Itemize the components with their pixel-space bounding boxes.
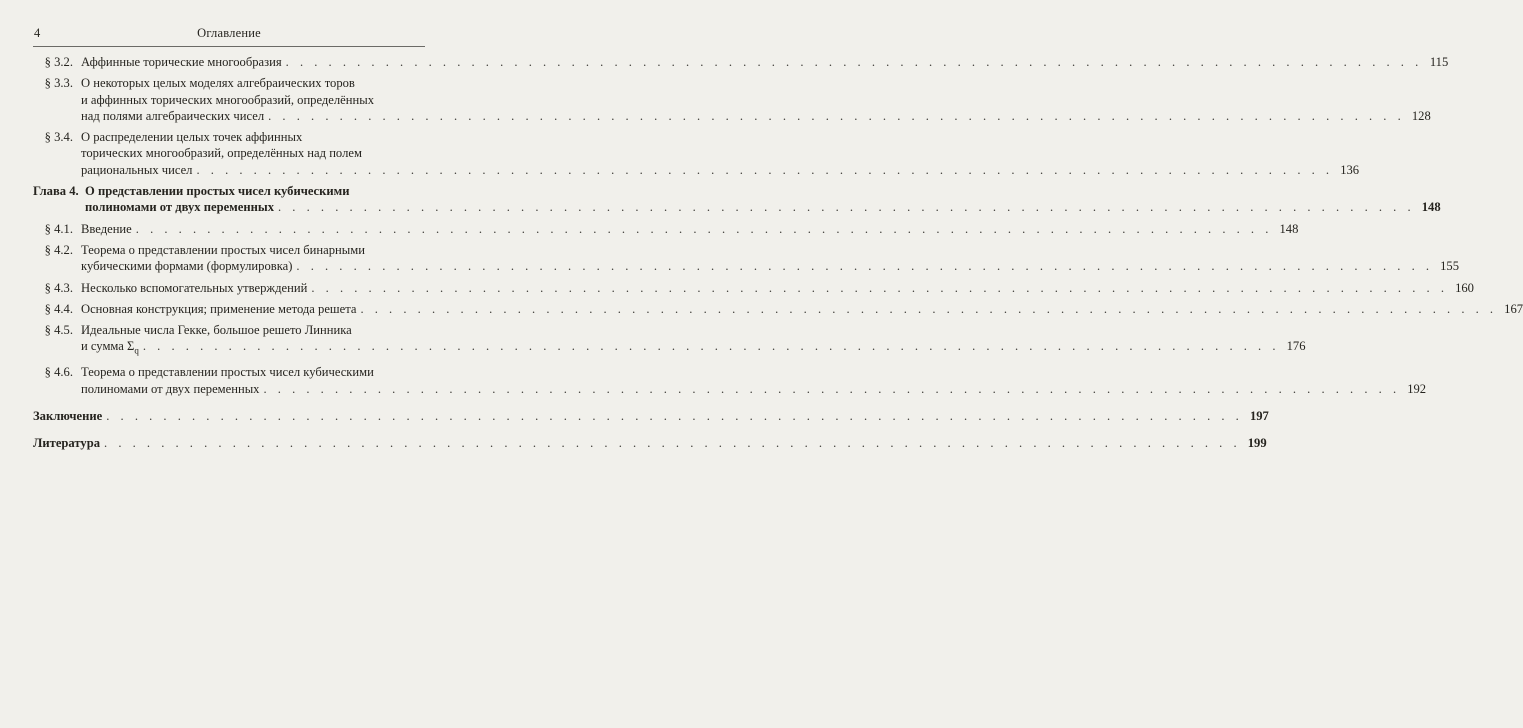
toc-entry-title: Введение: [81, 221, 132, 236]
page-number: 4: [34, 26, 41, 40]
toc-entry-title: полиномами от двух переменных: [81, 381, 260, 396]
toc-entry-page: 148: [1421, 200, 1441, 215]
toc-entry-number: § 3.4.: [44, 130, 73, 145]
dot-leader: . . . . . . . . . . . . . . . . . . . . . . . . . . . . . . . . . . . . . . . . . . . . . . . . . . . . . . . . . . . . . . . . . . . . . . . . . . . . . . . .: [278, 200, 1415, 215]
toc-entry-page: 155: [1440, 259, 1460, 274]
toc-entry-title-line: О распределении целых точек аффинных: [81, 130, 303, 145]
dot-leader: . . . . . . . . . . . . . . . . . . . . . . . . . . . . . . . . . . . . . . . . . . . . . . . . . . . . . . . . . . . . . . . . . . . . . . . . . . . . . . . .: [135, 221, 1273, 236]
toc-entry[interactable]: [33, 183, 1441, 216]
toc-entry[interactable]: [33, 129, 1360, 178]
toc-entry[interactable]: [33, 364, 1427, 397]
toc-entry-page: 160: [1455, 280, 1474, 295]
toc-entry-title: Несколько вспомогательных утверждений: [81, 280, 308, 295]
toc-entry-title: Заключение: [33, 408, 103, 423]
toc-entry-title: Литература: [33, 436, 101, 451]
toc-entry-number: § 4.3.: [44, 280, 73, 295]
running-title: Оглавление: [197, 26, 261, 40]
toc-entry-title: полиномами от двух переменных: [85, 200, 274, 215]
toc-entry-title-line: О некоторых целых моделях алгебраических торов: [81, 76, 355, 91]
dot-leader: . . . . . . . . . . . . . . . . . . . . . . . . . . . . . . . . . . . . . . . . . . . . . . . . . . . . . . . . . . . . . . . . . . . . . . . . . . . . . . . .: [360, 301, 1498, 316]
toc-entry-number: § 4.4.: [44, 301, 73, 316]
toc-entry-title-line: О представлении простых чисел кубическими: [85, 184, 350, 199]
toc-entry-title: кубическими формами (формулировка): [81, 259, 293, 274]
toc-entry-page: 192: [1407, 381, 1427, 396]
dot-leader: . . . . . . . . . . . . . . . . . . . . . . . . . . . . . . . . . . . . . . . . . . . . . . . . . . . . . . . . . . . . . . . . . . . . . . . . . . . . . . . .: [142, 339, 1280, 354]
toc-entry[interactable]: [33, 435, 1267, 451]
dot-leader: . . . . . . . . . . . . . . . . . . . . . . . . . . . . . . . . . . . . . . . . . . . . . . . . . . . . . . . . . . . . . . . . . . . . . . . . . . . . . . . .: [196, 162, 1334, 177]
toc-entry[interactable]: [33, 75, 1431, 124]
toc-entry-number: § 4.2.: [44, 242, 73, 257]
toc-entry-page: 176: [1286, 339, 1306, 354]
dot-leader: . . . . . . . . . . . . . . . . . . . . . . . . . . . . . . . . . . . . . . . . . . . . . . . . . . . . . . . . . . . . . . . . . . . . . . . . . . . . . . . .: [263, 381, 1401, 396]
toc-entry-title: над полями алгебраических чисел: [81, 108, 265, 123]
toc-entry-number: § 4.5.: [44, 323, 73, 338]
toc-entry-page: 128: [1411, 108, 1431, 123]
toc-entry-number: § 3.2.: [44, 55, 73, 69]
toc-entry-title-line: и аффинных торических многообразий, определённых: [81, 92, 375, 107]
toc-entry-number: § 3.3.: [44, 76, 73, 91]
dot-leader: . . . . . . . . . . . . . . . . . . . . . . . . . . . . . . . . . . . . . . . . . . . . . . . . . . . . . . . . . . . . . . . . . . . . . . . . . . . . . . . .: [268, 108, 1405, 123]
toc-entry[interactable]: [33, 301, 1523, 317]
toc-entry-page: 197: [1249, 408, 1269, 423]
toc-entry-page: 199: [1247, 436, 1267, 451]
dot-leader: . . . . . . . . . . . . . . . . . . . . . . . . . . . . . . . . . . . . . . . . . . . . . . . . . . . . . . . . . . . . . . . . . . . . . . . . . . . . . . . .: [106, 408, 1243, 423]
toc-entry-number: § 4.6.: [44, 365, 73, 380]
toc-entry[interactable]: [33, 221, 1299, 237]
dot-leader: . . . . . . . . . . . . . . . . . . . . . . . . . . . . . . . . . . . . . . . . . . . . . . . . . . . . . . . . . . . . . . . . . . . . . . . . . . . . . . . .: [296, 259, 1434, 274]
page-header: [33, 24, 425, 47]
toc-entry-page: 115: [1429, 55, 1449, 69]
toc-entry[interactable]: [33, 322, 1306, 359]
toc-entry-title-line: торических многообразий, определённых над полем: [81, 146, 362, 161]
toc-entry[interactable]: [33, 280, 1474, 296]
toc-entry-title: Аффинные торические многообразия: [81, 55, 282, 69]
dot-leader: . . . . . . . . . . . . . . . . . . . . . . . . . . . . . . . . . . . . . . . . . . . . . . . . . . . . . . . . . . . . . . . . . . . . . . . . . . . . . . . .: [104, 436, 1241, 451]
table-of-contents: [33, 54, 1523, 456]
toc-entry-page: 167: [1504, 301, 1523, 316]
toc-entry-title: Основная конструкция; применение метода решета: [81, 301, 357, 316]
dot-leader: . . . . . . . . . . . . . . . . . . . . . . . . . . . . . . . . . . . . . . . . . . . . . . . . . . . . . . . . . . . . . . . . . . . . . . . . . . . . . . . .: [311, 280, 1448, 295]
toc-entry-number: Глава 4.: [33, 184, 79, 199]
toc-entry-title-line: Теорема о представлении простых чисел бинарными: [81, 242, 365, 257]
toc-entry-title-line: Идеальные числа Гекке, большое решето Линника: [81, 323, 352, 338]
toc-entry-number: § 4.1.: [44, 221, 73, 236]
toc-entry-title: рациональных чисел: [81, 162, 193, 177]
toc-entry-title: и сумма $\Sigma_q$: [81, 339, 139, 356]
toc-entry-page: 148: [1279, 221, 1299, 236]
toc-entry-title-line: Теорема о представлении простых чисел кубическими: [81, 365, 374, 380]
toc-entry-page: 136: [1340, 162, 1360, 177]
toc-entry[interactable]: [33, 408, 1269, 424]
toc-entry[interactable]: [33, 242, 1460, 275]
dot-leader: . . . . . . . . . . . . . . . . . . . . . . . . . . . . . . . . . . . . . . . . . . . . . . . . . . . . . . . . . . . . . . . . . . . . . . . . . . . . . . . .: [285, 55, 1423, 69]
toc-entry[interactable]: [33, 54, 1449, 70]
